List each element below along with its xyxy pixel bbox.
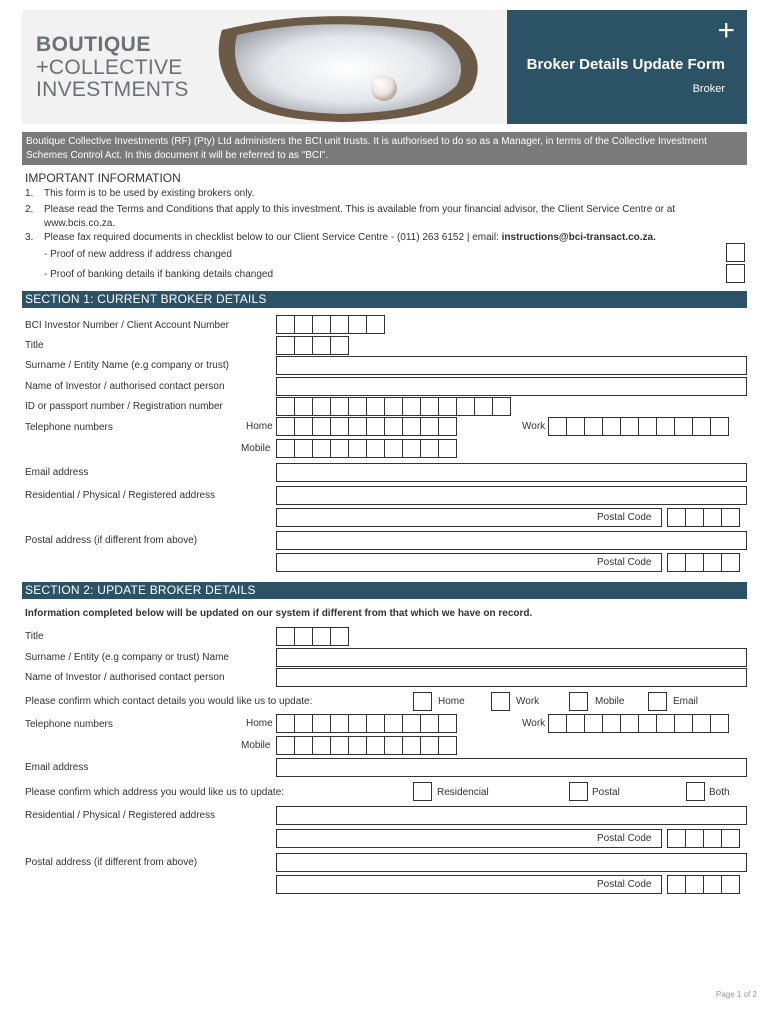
logo-line-2: COLLECTIVE: [48, 55, 183, 79]
both-checkbox[interactable]: [686, 782, 705, 801]
page-number: Page 1 of 2: [716, 990, 757, 999]
mobile-label: Mobile: [241, 740, 271, 751]
postal-code-label: Postal Code: [597, 833, 652, 844]
home-label: Home: [246, 421, 273, 432]
residential-address-label: Residential / Physical / Registered address: [25, 490, 216, 501]
email-checkbox[interactable]: [648, 692, 667, 711]
home-phone-input[interactable]: [276, 714, 456, 733]
both-option-label: Both: [709, 787, 730, 798]
postal-address-field[interactable]: [276, 531, 747, 550]
postal-code-input[interactable]: [667, 829, 739, 848]
email-field[interactable]: [276, 758, 747, 777]
investor-name-field[interactable]: [276, 377, 747, 396]
email-field[interactable]: [276, 463, 747, 482]
title-label: Title: [25, 631, 44, 642]
checklist-checkbox[interactable]: [726, 243, 745, 262]
home-label: Home: [246, 718, 273, 729]
surname-field[interactable]: [276, 648, 747, 667]
home-option-label: Home: [438, 696, 465, 707]
residential-option-label: Residencial: [437, 787, 489, 798]
section2-header: SECTION 2: UPDATE BROKER DETAILS: [22, 582, 747, 599]
postal-code-label: Postal Code: [597, 512, 652, 523]
logo-line-1: BOUTIQUE: [36, 33, 151, 56]
section2-note: Information completed below will be updated on our system if different from that which we have on record.: [25, 608, 533, 619]
investor-name-label: Name of Investor / authorised contact person: [25, 672, 225, 683]
important-heading: IMPORTANT INFORMATION: [25, 171, 181, 185]
title-input[interactable]: [276, 336, 348, 355]
id-number-label: ID or passport number / Registration number: [25, 401, 223, 412]
logo-line-3: INVESTMENTS: [36, 78, 189, 101]
list-item: Please read the Terms and Conditions that apply to this investment. This is available from your financial advisor, the Client Service Centre or at: [44, 204, 676, 215]
postal-code-input[interactable]: [667, 553, 739, 572]
investor-name-label: Name of Investor / authorised contact person: [25, 381, 225, 392]
home-phone-input[interactable]: [276, 417, 456, 436]
postal-code-label: Postal Code: [597, 557, 652, 568]
logo-plus-icon: +: [36, 54, 49, 79]
surname-label: Surname / Entity Name (e.g company or trust): [25, 360, 229, 371]
investor-number-input[interactable]: [276, 315, 384, 334]
title-label: Title: [25, 340, 44, 351]
investor-name-field[interactable]: [276, 668, 747, 687]
postal-code-input[interactable]: [667, 508, 739, 527]
list-number: 2.: [25, 204, 34, 215]
mobile-label: Mobile: [241, 443, 271, 454]
email-link[interactable]: instructions@bci-transact.co.za.: [501, 232, 656, 243]
postal-address-field[interactable]: [276, 853, 747, 872]
company-logo: [36, 34, 189, 100]
list-number: 1.: [25, 188, 34, 199]
work-option-label: Work: [516, 696, 540, 707]
checklist-item: - Proof of banking details if banking details changed: [44, 269, 274, 280]
email-option-label: Email: [673, 696, 699, 707]
checklist-item: - Proof of new address if address changed: [44, 249, 232, 260]
telephone-label: Telephone numbers: [25, 422, 113, 433]
mobile-phone-input[interactable]: [276, 736, 456, 755]
list-item-text: Please fax required documents in checklist below to our Client Service Centre - (011) 263 6152 | email:: [44, 232, 502, 243]
residential-address-label: Residential / Physical / Registered address: [25, 810, 216, 821]
residential-address-field[interactable]: [276, 806, 747, 825]
header-plus-icon: +: [717, 14, 735, 47]
telephone-label: Telephone numbers: [25, 719, 113, 730]
postal-address-label: Postal address (if different from above): [25, 857, 198, 868]
postal-code-label: Postal Code: [597, 879, 652, 890]
intro-text: Boutique Collective Investments (RF) (Pty) Ltd administers the BCI unit trusts. It is authorised to do so as a Manager, in terms of the Collective Investment Schemes Control Act. In this document it will be referred to as "BCI".: [22, 132, 747, 165]
postal-address-label: Postal address (if different from above): [25, 535, 198, 546]
form-title: Broker Details Update Form: [526, 56, 725, 73]
header-banner: [22, 10, 508, 124]
work-label: Work: [522, 421, 546, 432]
section1-header: SECTION 1: CURRENT BROKER DETAILS: [22, 291, 747, 308]
list-item: This form is to be used by existing brokers only.: [44, 188, 255, 199]
list-item-continuation: www.bcis.co.za.: [44, 218, 116, 229]
mobile-phone-input[interactable]: [276, 439, 456, 458]
home-checkbox[interactable]: [413, 692, 432, 711]
work-checkbox[interactable]: [491, 692, 510, 711]
postal-option-label: Postal: [592, 787, 620, 798]
form-subtitle: Broker: [692, 83, 725, 95]
work-label: Work: [522, 718, 546, 729]
residential-checkbox[interactable]: [413, 782, 432, 801]
surname-field[interactable]: [276, 356, 747, 375]
residential-address-field[interactable]: [276, 486, 747, 505]
id-number-input[interactable]: [276, 397, 510, 416]
mobile-option-label: Mobile: [595, 696, 625, 707]
postal-checkbox[interactable]: [569, 782, 588, 801]
surname-label: Surname / Entity (e.g company or trust) Name: [25, 652, 229, 663]
list-number: 3.: [25, 232, 34, 243]
work-phone-input[interactable]: [548, 714, 728, 733]
postal-code-input[interactable]: [667, 875, 739, 894]
header-title-panel: [507, 10, 747, 124]
confirm-address-label: Please confirm which address you would like us to update:: [25, 787, 285, 798]
mobile-checkbox[interactable]: [569, 692, 588, 711]
checklist-checkbox[interactable]: [726, 264, 745, 283]
investor-number-label: BCI Investor Number / Client Account Number: [25, 320, 229, 331]
list-item: [44, 232, 656, 243]
confirm-contact-label: Please confirm which contact details you would like us to update:: [25, 696, 313, 707]
work-phone-input[interactable]: [548, 417, 728, 436]
title-input[interactable]: [276, 627, 348, 646]
email-label: Email address: [25, 467, 89, 478]
email-label: Email address: [25, 762, 89, 773]
